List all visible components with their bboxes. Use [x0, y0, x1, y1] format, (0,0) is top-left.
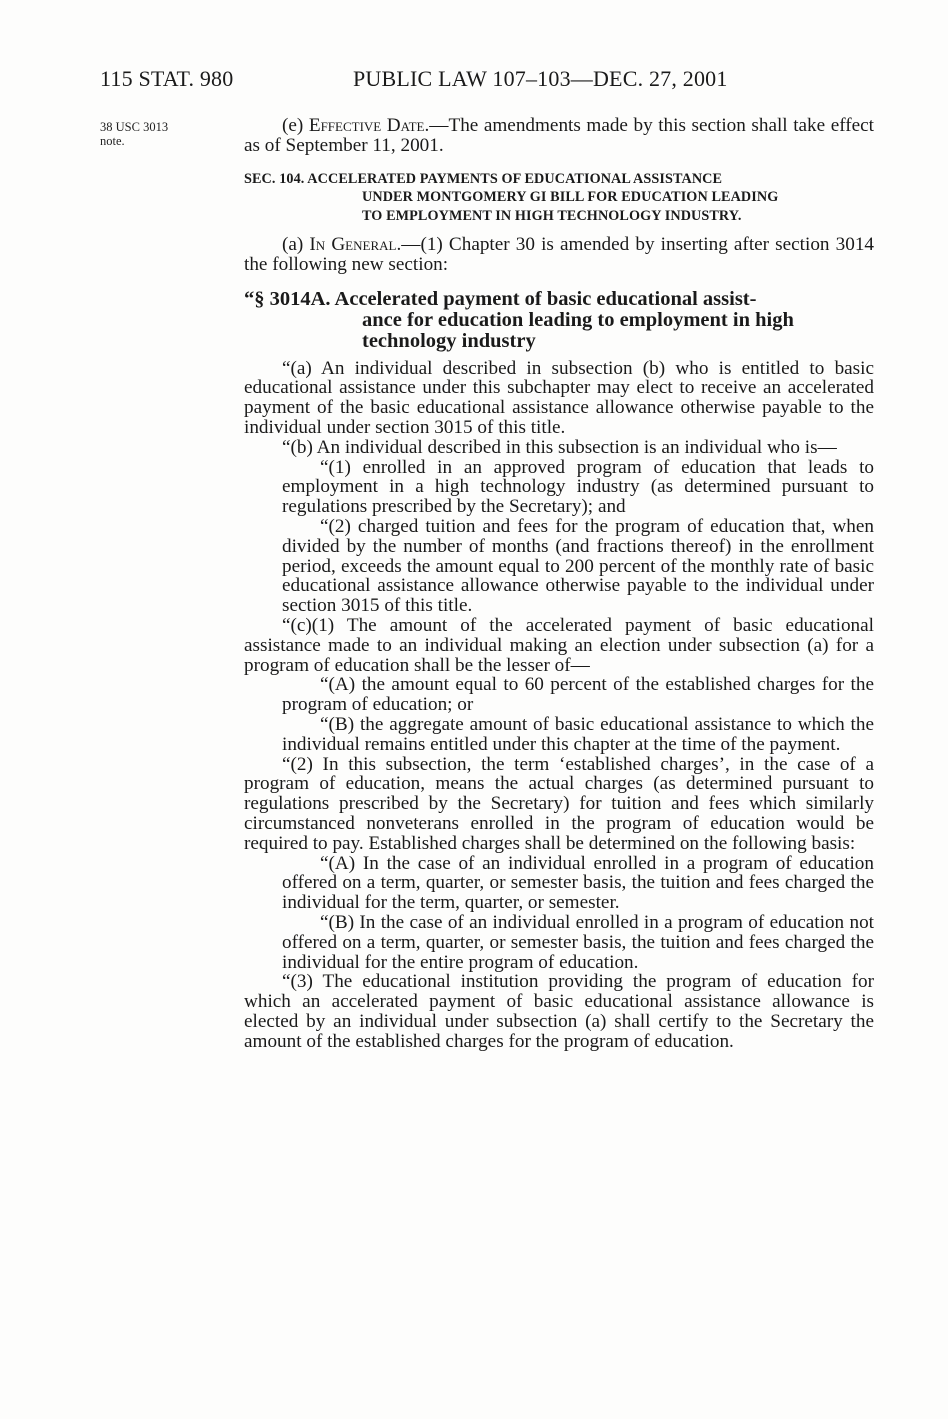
subsection-a: “(a) An individual described in subsection (b) who is entitled to basic educational assistance under this subchapter may elect to receive an accelerated payment of the basic educational assistance allowance otherwise payable to the individual under section 3015 of this title.	[244, 357, 874, 439]
section-3014a-heading-line-1: “§ 3014A. Accelerated payment of basic educational assist-	[244, 287, 757, 310]
subsection-b-2: “(2) charged tuition and fees for the program of education that, when divided by the number of months (and fractions thereof) in the enrollment period, exceeds the amount equal to 200 percent of the monthly rate of basic educational assistance allowance otherwise payable to the individual under section 3015 of this title.	[282, 516, 874, 617]
section-3014a-heading-line-2: ance for education leading to employment in high	[362, 308, 794, 331]
subsection-c-1-b: “(B) the aggregate amount of basic educational assistance to which the individual remains entitled under this chapter at the time of the payment.	[282, 714, 874, 755]
margin-note	[100, 120, 168, 148]
public-law-title: PUBLIC LAW 107–103—DEC. 27, 2001	[353, 66, 728, 91]
section-3014a-heading-line-3: technology industry	[362, 329, 536, 352]
subsection-c-2-b: “(B) In the case of an individual enrolled in a program of education not offered on a term, quarter, or semester basis, the tuition and fees charged the individual for the entire program of education.	[282, 912, 874, 973]
subsection-c-2: “(2) In this subsection, the term ‘established charges’, in the case of a program of education, means the actual charges (as determined pursuant to regulations prescribed by the Secretary) for tuition and fees which similarly circumstanced nonveterans enrolled in the program of education would be required to pay. Established charges shall be determined on the following basis:	[244, 753, 874, 854]
subsection-c-3: “(3) The educational institution providing the program of education for which an accelerated payment of basic educational assistance allowance is elected by an individual under subsection (a) shall certify to the Secretary the amount of the established charges for the program of education.	[244, 971, 874, 1052]
margin-note-line-1: 38 USC 3013	[100, 120, 169, 134]
in-general-caption: In General	[309, 234, 397, 256]
section-heading-line-1: SEC. 104. ACCELERATED PAYMENTS OF EDUCATIONAL ASSISTANCE	[244, 170, 723, 187]
subsection-c-1-a: “(A) the amount equal to 60 percent of the established charges for the program of education; or	[282, 674, 874, 716]
subsection-c-1: “(c)(1) The amount of the accelerated payment of basic educational assistance made to an individual making an election under subsection (a) for a program of education shall be the lesser of—	[244, 615, 874, 676]
document-body	[244, 116, 874, 1052]
effective-date-text: .—The amendments made by this section shall take effect as of September 11, 2001.	[244, 115, 875, 156]
section-heading-line-2: UNDER MONTGOMERY GI BILL FOR EDUCATION LEADING	[362, 189, 779, 206]
in-general-paragraph	[244, 235, 874, 275]
section-heading-line-3: TO EMPLOYMENT IN HIGH TECHNOLOGY INDUSTRY.	[362, 207, 742, 224]
section-3014a-heading	[244, 289, 874, 352]
subsection-b-1: “(1) enrolled in an approved program of education that leads to employment in a high technology industry (as determined pursuant to regulations prescribed by the Secretary); and	[282, 456, 874, 518]
margin-note-line-2: note.	[100, 134, 125, 148]
effective-date-prefix: (e)	[282, 115, 309, 136]
effective-date-caption: Effective Date	[308, 115, 425, 136]
effective-date-paragraph	[244, 116, 874, 156]
in-general-prefix: (a)	[282, 234, 310, 256]
statute-citation: 115 STAT. 980	[100, 66, 234, 91]
in-general-text: .—(1) Chapter 30 is amended by inserting after section 3014 the following new section:	[244, 234, 875, 275]
section-heading	[244, 170, 874, 226]
subsection-c-2-a: “(A) In the case of an individual enrolled in a program of education offered on a term, quarter, or semester basis, the tuition and fees charged the individual for the term, quarter, or semester.	[282, 852, 874, 914]
subsection-b: “(b) An individual described in this subsection is an individual who is—	[282, 436, 837, 458]
